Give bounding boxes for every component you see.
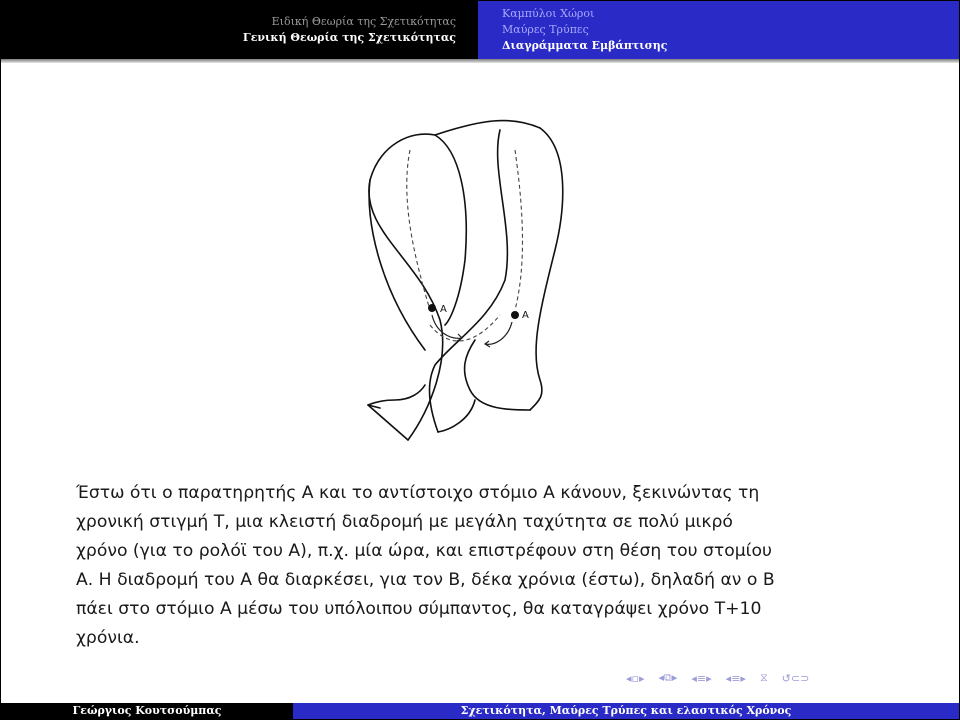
footer-title: Σχετικότητα, Μαύρες Τρύπες και ελαστικός Χρόνος (293, 703, 959, 719)
nav-next-frame-icon[interactable]: ◂⧉▸ (658, 671, 678, 684)
footer-author: Γεώργιος Κουτσούμπας (1, 703, 293, 719)
mouth-label-left: A (440, 304, 447, 315)
body-line: Έστω ότι ο παρατηρητής Α και το αντίστοιχο στόμιο Α κάνουν, ξεκινώντας τη (76, 483, 760, 503)
header-subsection-curved-spaces[interactable]: Καμπύλοι Χώροι (502, 7, 595, 20)
nav-prev-frame-icon[interactable]: ◂▫▸ (626, 671, 645, 685)
header-section-general-relativity[interactable]: Γενική Θεωρία της Σχετικότητας (242, 31, 456, 44)
body-paragraph (76, 479, 906, 653)
header-subsection-black-holes[interactable]: Μαύρες Τρύπες (502, 23, 589, 36)
nav-next-section-icon[interactable]: ◂≡▸ (725, 671, 746, 685)
nav-search-icon[interactable]: ↺⊂⊃ (781, 671, 810, 685)
body-line: χρόνια. (76, 628, 140, 648)
header-section-special-relativity[interactable]: Ειδική Θεωρία της Σχετικότητας (271, 15, 456, 28)
header-subsection-embedding-diagrams[interactable]: Διαγράμματα Εμβάπτισης (502, 39, 668, 52)
header-sections (1, 1, 478, 59)
body-line: πάει στο στόμιο Α μέσω του υπόλοιπου σύμπαντος, θα καταγράψει χρόνο Τ+10 (76, 599, 762, 619)
header-divider (1, 59, 959, 63)
nav-back-icon[interactable]: ⧖ (759, 671, 768, 684)
header-subsections (478, 1, 959, 59)
nav-prev-subsection-icon[interactable]: ◂≡▸ (691, 671, 712, 685)
body-line: χρονική στιγμή Τ, μια κλειστή διαδρομή με μεγάλη ταχύτητα σε πολύ μικρό (76, 512, 733, 532)
body-line: χρόνο (για το ρολόϊ του Α), π.χ. μία ώρα, και επιστρέφουν στη θέση του στομίου (76, 541, 772, 561)
wormhole-diagram (340, 110, 600, 450)
mouth-label-right: A (522, 310, 529, 321)
beamer-navigation (626, 669, 809, 687)
wormhole-figure (340, 110, 600, 450)
body-line: Α. Η διαδρομή του Α θα διαρκέσει, για τον Β, δέκα χρόνια (έστω), δηλαδή αν ο Β (76, 570, 775, 590)
